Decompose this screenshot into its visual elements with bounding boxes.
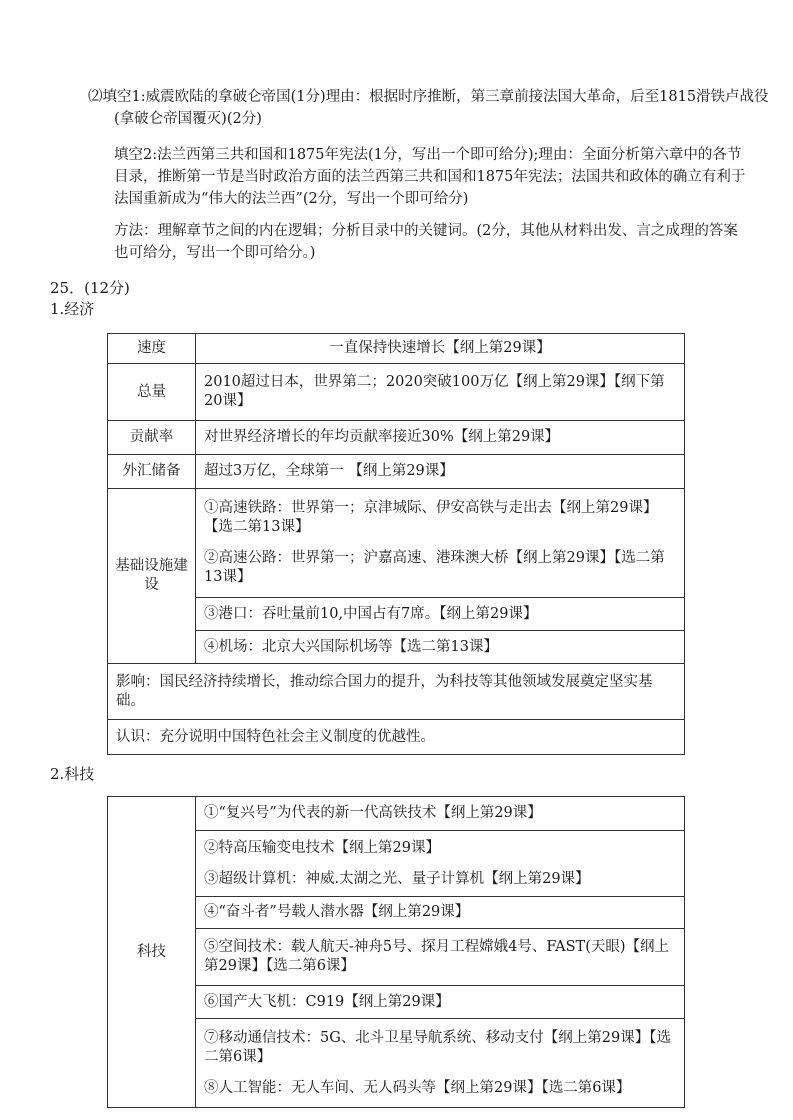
question-25-header: 25．(12分) [50,279,130,297]
infrastructure-label [108,489,196,664]
tech-table [107,796,685,1108]
tech-items-2-3-cell [196,831,685,897]
tech-item-5: ⑤空间技术：载人航天-神舟5号、探月工程嫦娥4号、FAST(天眼)【纲上第29课】【选二第6课】 [196,929,685,986]
tech-section-title: 2.科技 [50,765,95,783]
table-row [108,421,685,455]
speed-value: 一直保持快速增长【纲上第29课】 [196,334,685,364]
economy-table [107,333,685,755]
speed-label: 速度 [108,334,196,364]
tech-item-8: ⑧人工智能：无人车间、无人码头等【纲上第29课】【选二第6课】 [204,1079,631,1096]
table-row [108,489,685,598]
tech-item-6: ⑥国产大飞机：C919【纲上第29课】 [196,986,685,1019]
answer-fill-2: 填空2:法兰西第三共和国和1875年宪法(1分，写出一个即可给分);理由：全面分析第六章中的各节目录，推断第一节是当时政治方面的法兰西第三共和国和1875年宪法；法国共和政体的确立有利于法国重新成为“伟大的法兰西”(2分，写出一个即可给分) [114,147,746,207]
tech-item-3: ③超级计算机：神威.太湖之光、量子计算机【纲上第29课】 [204,870,590,887]
table-row [108,455,685,489]
table-row [108,334,685,364]
tech-item-4: ④“奋斗者”号载人潜水器【纲上第29课】 [196,897,685,929]
infrastructure-rail-highway-cell [196,489,685,598]
tech-item-1: ①“复兴号”为代表的新一代高铁技术【纲上第29课】 [196,797,685,831]
answer-method: 方法：理解章节之间的内在逻辑；分析目录中的关键词。(2分，其他从材料出发、言之成理的答案也可给分，写出一个即可给分。) [114,223,738,261]
infrastructure-label-text: 基础设施建设 [115,558,188,593]
tech-label: 科技 [108,797,196,1108]
infrastructure-item-airport: ④机场：北京大兴国际机场等【选二第13课】 [196,631,685,664]
contribution-label: 贡献率 [108,421,196,455]
table-row [108,664,685,720]
table-row [108,797,685,831]
infrastructure-item-rail: ①高速铁路：世界第一；京津城际、伊安高铁与走出去【纲上第29课】【选二第13课】 [204,500,658,535]
contribution-value: 对世界经济增长的年均贡献率接近30%【纲上第29课】 [196,421,685,455]
table-row [108,720,685,755]
total-value: 2010超过日本，世界第二；2020突破100万亿【纲上第29课】【纲下第20课】 [196,364,685,421]
table-row [108,364,685,421]
economy-impact: 影响：国民经济持续增长，推动综合国力的提升，为科技等其他领域发展奠定坚实基础。 [108,664,685,720]
forex-label: 外汇储备 [108,455,196,489]
total-label: 总量 [108,364,196,421]
answer-fill-1: ⑵填空1:威震欧陆的拿破仑帝国(1分)理由：根据时序推断，第三章前接法国大革命，后至1815滑铁卢战役(拿破仑帝国覆灭)(2分) [88,89,769,127]
tech-item-7: ⑦移动通信技术：5G、北斗卫星导航系统、移动支付【纲上第29课】【选二第6课】 [204,1029,672,1065]
tech-item-2: ②特高压输变电技术【纲上第29课】 [204,839,440,856]
tech-items-7-8-cell [196,1019,685,1108]
economy-understanding: 认识：充分说明中国特色社会主义制度的优越性。 [108,720,685,755]
infrastructure-item-port: ③港口：吞吐量前10,中国占有7席。【纲上第29课】 [196,598,685,631]
economy-section-title: 1.经济 [50,300,95,318]
infrastructure-item-highway: ②高速公路：世界第一；沪嘉高速、港珠澳大桥【纲上第29课】【选二第13课】 [204,550,665,585]
forex-value: 超过3万亿，全球第一 【纲上第29课】 [196,455,685,489]
